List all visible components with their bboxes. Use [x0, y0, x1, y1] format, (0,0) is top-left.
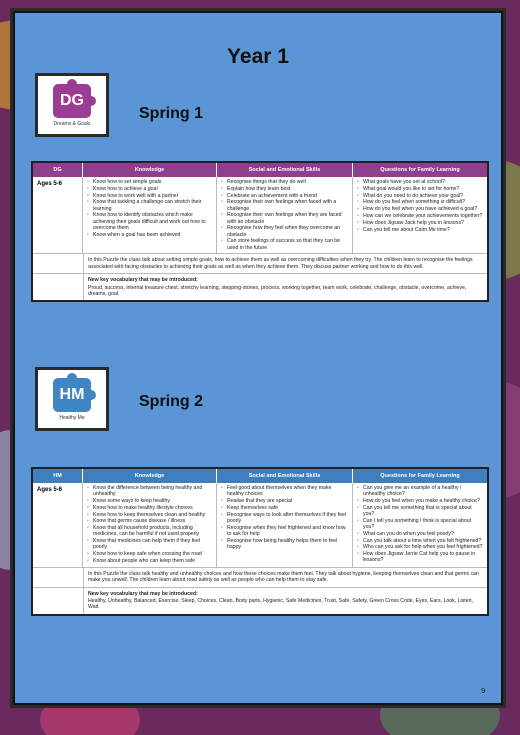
list-item: • Know how to keep themselves clean and healthy [87, 512, 212, 518]
dreams-goals-logo [35, 73, 109, 137]
list-item: • What goals have you set at school? [357, 179, 483, 185]
header-knowledge: Knowledge [83, 163, 217, 177]
list-item: • Know how to set simple goals [87, 179, 212, 185]
list-item: • Recognise when they feel frightened and know how to ask for help [221, 525, 348, 537]
list-item: • Can store feelings of success so that they can be used in the future [221, 238, 348, 250]
list-item: • Can you talk about a time when you felt frightened? [357, 538, 483, 544]
list-item: • Recognise their own feelings when faced with a challenge [221, 199, 348, 211]
header-family-questions: Questions for Family Learning [353, 163, 487, 177]
logo-abbreviation: HM [59, 385, 85, 403]
list-item: • Know that germs cause disease / illness [87, 518, 212, 524]
vocab-text: Healthy, Unhealthy, Balanced, Exercise, Sleep, Choices, Clean, Body parts, Hygienic, Safe Medicines, Trust, Safe, Safety, Green Cross Code, Eyes, Ears, Look, Listen, Wait. [88, 598, 473, 611]
list-item: • How do you feel when you make a healthy choice? [357, 498, 483, 504]
table-header [33, 469, 487, 483]
social-skills-list [221, 485, 348, 550]
list-item: • What do you need to do achieve your goal? [357, 193, 483, 199]
list-item: • Recognise their own feelings when they are faced with an obstacle [221, 212, 348, 224]
list-item: • Know how to keep safe when crossing the road [87, 551, 212, 557]
questions-list [357, 179, 483, 233]
social-skills-list [221, 179, 348, 251]
list-item: • Realise that they are special [221, 498, 348, 504]
logo-caption: Dreams & Goals [53, 120, 91, 127]
list-item: • Celebrate an achievement with a friend [221, 193, 348, 199]
list-item: • Recognise things that they do well [221, 179, 348, 185]
list-item: • Can you tell me about Calm Me time? [357, 227, 483, 233]
list-item: • Know how to achieve a goal [87, 186, 212, 192]
list-item: • How can we celebrate your achievements together? [357, 213, 483, 219]
list-item: • Know how to make healthy lifestyle choices [87, 505, 212, 511]
list-item: • Know the difference between being healthy and unhealthy [87, 485, 212, 497]
knowledge-list [87, 179, 212, 238]
age-label: Ages 5-6 [33, 483, 83, 567]
table-row [33, 254, 487, 274]
header-code: DG [33, 163, 83, 177]
list-item: • Recognise ways to look after themselves if they feel poorly [221, 512, 348, 524]
table-row [33, 483, 487, 568]
puzzle-piece-icon [53, 378, 91, 412]
table-row [33, 568, 487, 588]
page-frame [10, 8, 506, 708]
page-title: Year 1 [227, 45, 289, 68]
list-item: • Recognise how being healthy helps them to feel happy [221, 538, 348, 550]
header-social-skills: Social and Emotional Skills [217, 163, 353, 177]
list-item: • Can I tell you something I think is special about you? [357, 518, 483, 530]
questions-list [357, 485, 483, 564]
content-panel [13, 11, 503, 705]
list-item: • Know how to identify obstacles which make achieving their goals difficult and work out how to overcome them [87, 212, 212, 231]
list-item: • How do you feel when you have achieved a goal? [357, 206, 483, 212]
list-item: • Know that medicines can help them if they feel poorly [87, 538, 212, 550]
table-header [33, 163, 487, 177]
list-item: • Recognise how they feel when they overcome an obstacle [221, 225, 348, 237]
list-item: • What can you do when you feel poorly? [357, 531, 483, 537]
list-item: • Can you tell me something that is special about you? [357, 505, 483, 517]
knowledge-list [87, 485, 212, 564]
summary-text: In this Puzzle the class talk healthy and unhealthy choices and how these choices make them feel. They talk about hygiene, keeping themselves clean and that germs can make you unwell. The children learn about road safety as well as people who can help them to stay safe. [83, 568, 487, 587]
puzzle-piece-icon [53, 84, 91, 118]
list-item: • How does Jigsaw Jerrie Cat help you to pause in lessons? [357, 551, 483, 563]
logo-caption: Healthy Me [59, 414, 85, 421]
list-item: • Who can you ask for help when you feel frightened? [357, 544, 483, 550]
list-item: • Know when a goal has been achieved [87, 232, 212, 238]
section-title: Spring 2 [139, 393, 204, 410]
list-item: • Know some ways to keep healthy [87, 498, 212, 504]
vocab-text: Proud, success, internal treasure chest, stretchy learning, stepping-stones, process, working together, team work, celebrate, challenge, obstacle, overcome, achieve, dreams, goal. [88, 284, 467, 298]
age-label: Ages 5-6 [33, 177, 83, 253]
vocab-title: New key vocabulary that may be introduced: [88, 277, 198, 284]
list-item: • Know how to work well with a partner [87, 193, 212, 199]
healthy-me-logo [35, 367, 109, 431]
list-item: • How do you feel when something is difficult? [357, 199, 483, 205]
header-social-skills: Social and Emotional Skills [217, 469, 353, 483]
page-number: 9 [481, 688, 485, 695]
list-item: • Explain how they learn best [221, 186, 348, 192]
list-item: • How does Jigsaw Jack help you in lessons? [357, 220, 483, 226]
list-item: • Keep themselves safe [221, 505, 348, 511]
list-item: • Know that tackling a challenge can stretch their learning [87, 199, 212, 211]
table-row [33, 274, 487, 300]
list-item: • Know about people who can keep them safe [87, 558, 212, 564]
table-row [33, 177, 487, 254]
list-item: • Feel good about themselves when they make healthy choices [221, 485, 348, 497]
list-item: • Know that all household products, including medicines, can be harmful if not used properly [87, 525, 212, 537]
section-title: Spring 1 [139, 105, 204, 122]
list-item: • What goal would you like to set for home? [357, 186, 483, 192]
header-family-questions: Questions for Family Learning [353, 469, 487, 483]
logo-abbreviation: DG [60, 91, 84, 109]
table-row [33, 588, 487, 614]
list-item: • Can you give me an example of a healthy / unhealthy choice? [357, 485, 483, 497]
vocab-title: New key vocabulary that may be introduced: [88, 590, 198, 597]
header-knowledge: Knowledge [83, 469, 217, 483]
header-code: HM [33, 469, 83, 483]
curriculum-table [31, 467, 489, 616]
summary-text: In this Puzzle the class talk about setting simple goals, how to achieve them as well as overcoming difficulties when they try. The children learn to recognise the feelings associated with facing obstacles to achieving their goals as well as when they achieve them. They discuss partner working and how to do this well. [83, 254, 487, 273]
curriculum-table [31, 161, 489, 302]
